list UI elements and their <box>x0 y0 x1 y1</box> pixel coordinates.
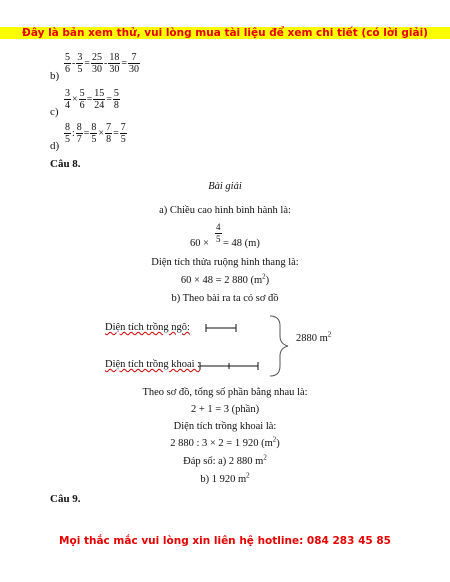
fraction: $\frac{7}{5}$ <box>120 122 126 145</box>
line-a: a) Chiều cao hình bình hành là: <box>159 205 291 216</box>
fraction: $\frac{8}{5}$ <box>65 122 70 145</box>
fraction: $\frac{5}{6}$ <box>79 88 85 111</box>
fraction: $\frac{7}{8}$ <box>106 122 112 145</box>
equal-parts-label: Theo sơ đồ, tổng số phần bằng nhau là: <box>142 387 308 398</box>
fraction: $\frac{25}{30}$ <box>91 52 102 75</box>
equal-parts-calculation: 2 + 1 = 3 (phần) <box>190 404 260 415</box>
fraction: $\frac{3}{4}$ <box>65 88 70 111</box>
rice-label: Diện tích trồng ngô: <box>105 322 190 333</box>
fraction: $\frac{15}{24}$ <box>94 88 105 111</box>
part-d-label: d) <box>50 140 60 152</box>
fraction: $\frac{5}{8}$ <box>113 88 119 111</box>
brace <box>270 316 288 376</box>
solution-title: Bài giải <box>208 181 242 192</box>
fraction: $\frac{8}{5}$ <box>91 122 97 145</box>
fraction: $\frac{3}{5}$ <box>77 52 83 75</box>
fraction: $\frac{18}{30}$ <box>109 52 120 75</box>
area-label: Diện tích thửa ruộng hình thang là: <box>151 257 299 268</box>
fraction: $\frac{4}{5}$ <box>216 222 221 244</box>
part-c-label: c) <box>50 106 59 118</box>
total-area-label: 2880 $m^2$ <box>296 330 332 344</box>
answer-a: Đáp số: a) 2 880 $m^2$ <box>183 453 267 467</box>
question-9-heading: Câu 9. <box>50 493 81 505</box>
potato-label: Diện tích trồng khoai : <box>105 359 201 370</box>
potato-area-label: Diện tích trồng khoai là: <box>173 421 277 432</box>
area-calculation: 60 × 48 = 2 880 $(m^2)$ <box>180 272 270 286</box>
footer-banner: Mọi thắc mắc vui lòng xin liên hệ hotline: 084 283 45 85 <box>59 535 391 547</box>
header-banner: Đây là bản xem thử, vui lòng mua tài liệu để xem chi tiết (có lời giải) <box>0 27 450 39</box>
answer-b: b) 1 920 $m^2$ <box>200 471 250 485</box>
fraction: $\frac{7}{30}$ <box>128 52 139 75</box>
line-b: b) Theo bài ra ta có sơ đồ <box>171 293 279 304</box>
fraction: $\frac{5}{6}$ <box>65 52 70 75</box>
fraction: $\frac{8}{7}$ <box>76 122 82 145</box>
part-b-label: b) <box>50 70 60 82</box>
question-8-heading: Câu 8. <box>50 158 81 170</box>
potato-area-calculation: 2 880 : 3 × 2 = 1 920 $(m^2)$ <box>170 435 280 449</box>
